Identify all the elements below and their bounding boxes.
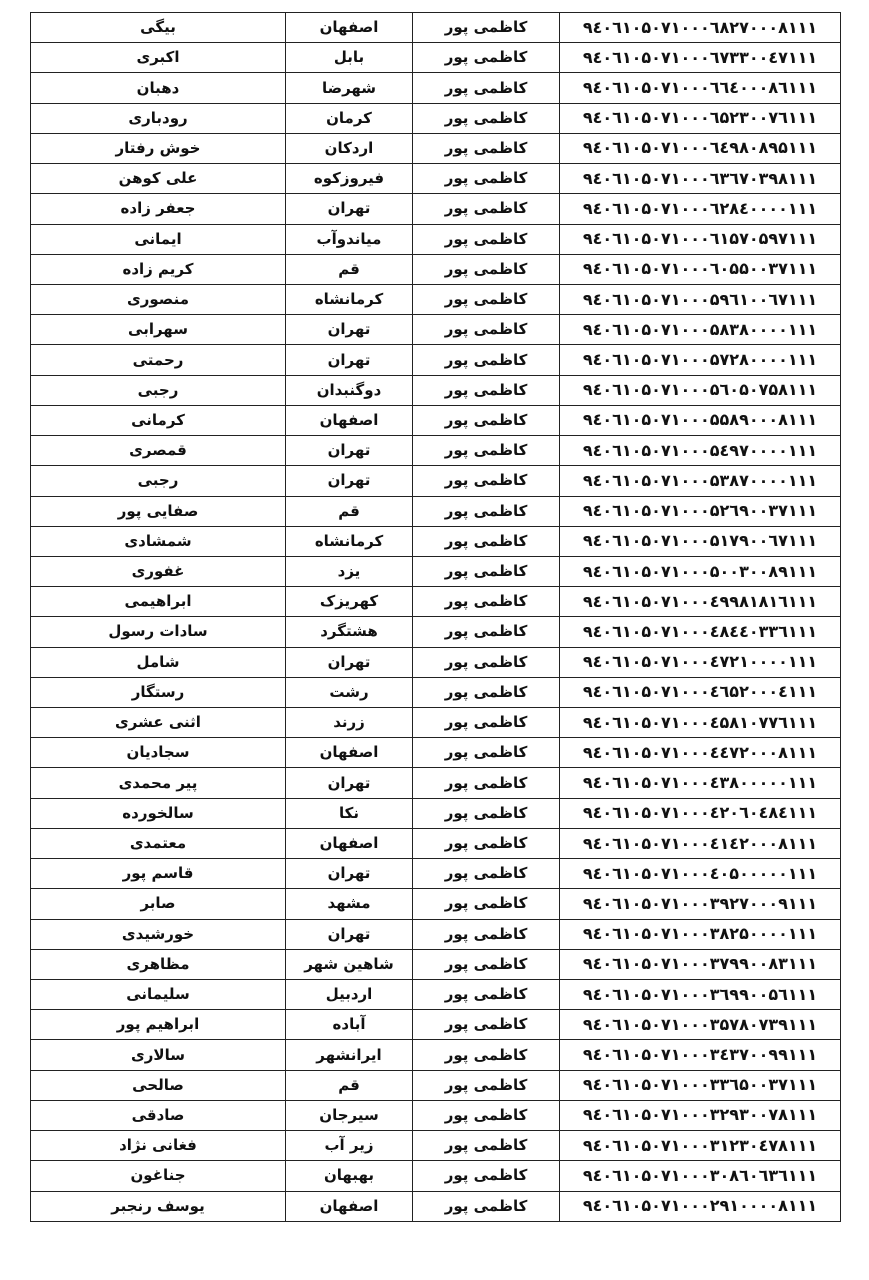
name-cell: رستگار — [31, 677, 286, 707]
last-name-cell: کاظمی پور — [413, 254, 560, 284]
name-cell: قمصری — [31, 436, 286, 466]
name-cell: اکبری — [31, 43, 286, 73]
last-name-cell: کاظمی پور — [413, 980, 560, 1010]
records-table — [30, 12, 841, 1222]
city-cell: تهران — [286, 345, 413, 375]
id-number-cell: ۹٤۰٦۱۰۵۰۷۱۰۰۰۵۸۳۸۰۰۰۰۱۱۱ — [560, 315, 841, 345]
name-cell: اثنی عشری — [31, 708, 286, 738]
city-cell: قم — [286, 254, 413, 284]
table-row — [31, 466, 841, 496]
last-name-cell: کاظمی پور — [413, 1070, 560, 1100]
last-name-cell: کاظمی پور — [413, 1191, 560, 1221]
city-cell: اصفهان — [286, 405, 413, 435]
city-cell: اصفهان — [286, 738, 413, 768]
city-cell: آباده — [286, 1010, 413, 1040]
table-row — [31, 1070, 841, 1100]
table-row — [31, 345, 841, 375]
city-cell: تهران — [286, 859, 413, 889]
last-name-cell: کاظمی پور — [413, 677, 560, 707]
id-number-cell: ۹٤۰٦۱۰۵۰۷۱۰۰۰۵۹٦۱۰۰٦۷۱۱۱ — [560, 284, 841, 314]
city-cell: تهران — [286, 436, 413, 466]
table-row — [31, 315, 841, 345]
id-number-cell: ۹٤۰٦۱۰۵۰۷۱۰۰۰۳۵۷۸۰۷۳۹۱۱۱ — [560, 1010, 841, 1040]
name-cell: رحمتی — [31, 345, 286, 375]
table-row — [31, 859, 841, 889]
name-cell: پیر محمدی — [31, 768, 286, 798]
id-number-cell: ۹٤۰٦۱۰۵۰۷۱۰۰۰٤۹۹۸۱۸۱٦۱۱۱ — [560, 587, 841, 617]
table-row — [31, 1040, 841, 1070]
id-number-cell: ۹٤۰٦۱۰۵۰۷۱۰۰۰٦۳٦۷۰۳۹۸۱۱۱ — [560, 164, 841, 194]
last-name-cell: کاظمی پور — [413, 949, 560, 979]
table-row — [31, 647, 841, 677]
city-cell: سیرجان — [286, 1100, 413, 1130]
id-number-cell: ۹٤۰٦۱۰۵۰۷۱۰۰۰۳۷۹۹۰۰۸۳۱۱۱ — [560, 949, 841, 979]
table-row — [31, 1161, 841, 1191]
last-name-cell: کاظمی پور — [413, 556, 560, 586]
name-cell: صالحی — [31, 1070, 286, 1100]
id-number-cell: ۹٤۰٦۱۰۵۰۷۱۰۰۰۵۲٦۹۰۰۳۷۱۱۱ — [560, 496, 841, 526]
city-cell: کرمانشاه — [286, 284, 413, 314]
id-number-cell: ۹٤۰٦۱۰۵۰۷۱۰۰۰٤۰۵۰۰۰۰۰۱۱۱ — [560, 859, 841, 889]
name-cell: شامل — [31, 647, 286, 677]
last-name-cell: کاظمی پور — [413, 1161, 560, 1191]
name-cell: رجبی — [31, 375, 286, 405]
name-cell: ایمانی — [31, 224, 286, 254]
table-row — [31, 133, 841, 163]
name-cell: منصوری — [31, 284, 286, 314]
name-cell: سهرابی — [31, 315, 286, 345]
city-cell: یزد — [286, 556, 413, 586]
city-cell: اصفهان — [286, 1191, 413, 1221]
city-cell: تهران — [286, 647, 413, 677]
city-cell: تهران — [286, 315, 413, 345]
city-cell: کهریزک — [286, 587, 413, 617]
name-cell: فغانی نژاد — [31, 1131, 286, 1161]
table-row — [31, 73, 841, 103]
id-number-cell: ۹٤۰٦۱۰۵۰۷۱۰۰۰٤۱٤۲۰۰۰۸۱۱۱ — [560, 828, 841, 858]
city-cell: هشتگرد — [286, 617, 413, 647]
id-number-cell: ۹٤۰٦۱۰۵۰۷۱۰۰۰٤۲۰٦۰٤۸٤۱۱۱ — [560, 798, 841, 828]
id-number-cell: ۹٤۰٦۱۰۵۰۷۱۰۰۰۳۸۲۵۰۰۰۰۱۱۱ — [560, 919, 841, 949]
id-number-cell: ۹٤۰٦۱۰۵۰۷۱۰۰۰٦٤۹۸۰۸۹۵۱۱۱ — [560, 133, 841, 163]
last-name-cell: کاظمی پور — [413, 798, 560, 828]
last-name-cell: کاظمی پور — [413, 73, 560, 103]
table-row — [31, 708, 841, 738]
name-cell: ابراهیم پور — [31, 1010, 286, 1040]
table-row — [31, 828, 841, 858]
table-row — [31, 798, 841, 828]
name-cell: دهبان — [31, 73, 286, 103]
city-cell: تهران — [286, 194, 413, 224]
city-cell: زیر آب — [286, 1131, 413, 1161]
id-number-cell: ۹٤۰٦۱۰۵۰۷۱۰۰۰۲۹۱۰۰۰۰۸۱۱۱ — [560, 1191, 841, 1221]
city-cell: کرمانشاه — [286, 526, 413, 556]
last-name-cell: کاظمی پور — [413, 889, 560, 919]
name-cell: سجادیان — [31, 738, 286, 768]
id-number-cell: ۹٤۰٦۱۰۵۰۷۱۰۰۰٤٦۵۲۰۰۰٤۱۱۱ — [560, 677, 841, 707]
last-name-cell: کاظمی پور — [413, 13, 560, 43]
last-name-cell: کاظمی پور — [413, 1040, 560, 1070]
id-number-cell: ۹٤۰٦۱۰۵۰۷۱۰۰۰۵۵۸۹۰۰۰۸۱۱۱ — [560, 405, 841, 435]
name-cell: ابراهیمی — [31, 587, 286, 617]
id-number-cell: ۹٤۰٦۱۰۵۰۷۱۰۰۰٦۲۸٤۰۰۰۰۱۱۱ — [560, 194, 841, 224]
last-name-cell: کاظمی پور — [413, 1100, 560, 1130]
id-number-cell: ۹٤۰٦۱۰۵۰۷۱۰۰۰۵۱۷۹۰۰٦۷۱۱۱ — [560, 526, 841, 556]
last-name-cell: کاظمی پور — [413, 194, 560, 224]
last-name-cell: کاظمی پور — [413, 617, 560, 647]
city-cell: شاهین شهر — [286, 949, 413, 979]
name-cell: کریم زاده — [31, 254, 286, 284]
table-row — [31, 919, 841, 949]
name-cell: قاسم پور — [31, 859, 286, 889]
id-number-cell: ۹٤۰٦۱۰۵۰۷۱۰۰۰٦۷۳۳۰۰٤۷۱۱۱ — [560, 43, 841, 73]
table-row — [31, 254, 841, 284]
id-number-cell: ۹٤۰٦۱۰۵۰۷۱۰۰۰۳۱۲۳۰٤۷۸۱۱۱ — [560, 1131, 841, 1161]
name-cell: مظاهری — [31, 949, 286, 979]
id-number-cell: ۹٤۰٦۱۰۵۰۷۱۰۰۰۳٦۹۹۰۰۵٦۱۱۱ — [560, 980, 841, 1010]
last-name-cell: کاظمی پور — [413, 828, 560, 858]
id-number-cell: ۹٤۰٦۱۰۵۰۷۱۰۰۰٦۸۲۷۰۰۰۸۱۱۱ — [560, 13, 841, 43]
table-row — [31, 1010, 841, 1040]
table-row — [31, 1131, 841, 1161]
city-cell: زرند — [286, 708, 413, 738]
last-name-cell: کاظمی پور — [413, 164, 560, 194]
table-row — [31, 103, 841, 133]
id-number-cell: ۹٤۰٦۱۰۵۰۷۱۰۰۰۵۳۸۷۰۰۰۰۱۱۱ — [560, 466, 841, 496]
name-cell: رودباری — [31, 103, 286, 133]
last-name-cell: کاظمی پور — [413, 1010, 560, 1040]
city-cell: بهبهان — [286, 1161, 413, 1191]
last-name-cell: کاظمی پور — [413, 466, 560, 496]
last-name-cell: کاظمی پور — [413, 284, 560, 314]
table-row — [31, 526, 841, 556]
table-row — [31, 980, 841, 1010]
last-name-cell: کاظمی پور — [413, 768, 560, 798]
name-cell: علی کوهن — [31, 164, 286, 194]
name-cell: رجبی — [31, 466, 286, 496]
id-number-cell: ۹٤۰٦۱۰۵۰۷۱۰۰۰٦٦٤۰۰۰۸٦۱۱۱ — [560, 73, 841, 103]
id-number-cell: ۹٤۰٦۱۰۵۰۷۱۰۰۰٤۸٤٤۰۳۳٦۱۱۱ — [560, 617, 841, 647]
id-number-cell: ۹٤۰٦۱۰۵۰۷۱۰۰۰۳٤۳۷۰۰۹۹۱۱۱ — [560, 1040, 841, 1070]
last-name-cell: کاظمی پور — [413, 526, 560, 556]
city-cell: نکا — [286, 798, 413, 828]
last-name-cell: کاظمی پور — [413, 587, 560, 617]
city-cell: اصفهان — [286, 13, 413, 43]
last-name-cell: کاظمی پور — [413, 919, 560, 949]
city-cell: شهرضا — [286, 73, 413, 103]
name-cell: غفوری — [31, 556, 286, 586]
id-number-cell: ۹٤۰٦۱۰۵۰۷۱۰۰۰٤۳۸۰۰۰۰۰۱۱۱ — [560, 768, 841, 798]
table-row — [31, 375, 841, 405]
city-cell: اردکان — [286, 133, 413, 163]
city-cell: بابل — [286, 43, 413, 73]
name-cell: جعفر زاده — [31, 194, 286, 224]
table-row — [31, 194, 841, 224]
city-cell: فیروزکوه — [286, 164, 413, 194]
name-cell: سالاری — [31, 1040, 286, 1070]
last-name-cell: کاظمی پور — [413, 496, 560, 526]
last-name-cell: کاظمی پور — [413, 738, 560, 768]
table-row — [31, 405, 841, 435]
name-cell: شمشادی — [31, 526, 286, 556]
id-number-cell: ۹٤۰٦۱۰۵۰۷۱۰۰۰٦۰۵۵۰۰۳۷۱۱۱ — [560, 254, 841, 284]
name-cell: سادات رسول — [31, 617, 286, 647]
city-cell: تهران — [286, 466, 413, 496]
name-cell: معتمدی — [31, 828, 286, 858]
name-cell: کرمانی — [31, 405, 286, 435]
last-name-cell: کاظمی پور — [413, 436, 560, 466]
last-name-cell: کاظمی پور — [413, 133, 560, 163]
city-cell: قم — [286, 1070, 413, 1100]
table-row — [31, 164, 841, 194]
last-name-cell: کاظمی پور — [413, 647, 560, 677]
id-number-cell: ۹٤۰٦۱۰۵۰۷۱۰۰۰٤۵۸۱۰۷۷٦۱۱۱ — [560, 708, 841, 738]
id-number-cell: ۹٤۰٦۱۰۵۰۷۱۰۰۰۵٦۰۵۰۷۵۸۱۱۱ — [560, 375, 841, 405]
city-cell: میاندوآب — [286, 224, 413, 254]
table-row — [31, 13, 841, 43]
id-number-cell: ۹٤۰٦۱۰۵۰۷۱۰۰۰۳۳٦۵۰۰۳۷۱۱۱ — [560, 1070, 841, 1100]
table-row — [31, 1191, 841, 1221]
city-cell: تهران — [286, 768, 413, 798]
table-row — [31, 284, 841, 314]
name-cell: بیگی — [31, 13, 286, 43]
table-row — [31, 1100, 841, 1130]
name-cell: خورشیدی — [31, 919, 286, 949]
name-cell: خوش رفتار — [31, 133, 286, 163]
name-cell: سلیمانی — [31, 980, 286, 1010]
table-row — [31, 889, 841, 919]
id-number-cell: ۹٤۰٦۱۰۵۰۷۱۰۰۰۳۰۸٦۰٦۳٦۱۱۱ — [560, 1161, 841, 1191]
table-row — [31, 768, 841, 798]
name-cell: سالخورده — [31, 798, 286, 828]
table-row — [31, 556, 841, 586]
last-name-cell: کاظمی پور — [413, 224, 560, 254]
name-cell: صابر — [31, 889, 286, 919]
id-number-cell: ۹٤۰٦۱۰۵۰۷۱۰۰۰٤۷۲۱۰۰۰۰۱۱۱ — [560, 647, 841, 677]
id-number-cell: ۹٤۰٦۱۰۵۰۷۱۰۰۰۵۷۲۸۰۰۰۰۱۱۱ — [560, 345, 841, 375]
name-cell: صفایی پور — [31, 496, 286, 526]
city-cell: رشت — [286, 677, 413, 707]
city-cell: دوگنبدان — [286, 375, 413, 405]
table-row — [31, 738, 841, 768]
table-row — [31, 677, 841, 707]
id-number-cell: ۹٤۰٦۱۰۵۰۷۱۰۰۰۵۰۰۳۰۰۸۹۱۱۱ — [560, 556, 841, 586]
last-name-cell: کاظمی پور — [413, 345, 560, 375]
city-cell: تهران — [286, 919, 413, 949]
last-name-cell: کاظمی پور — [413, 405, 560, 435]
last-name-cell: کاظمی پور — [413, 375, 560, 405]
city-cell: ایرانشهر — [286, 1040, 413, 1070]
id-number-cell: ۹٤۰٦۱۰۵۰۷۱۰۰۰٦۵۲۳۰۰۷٦۱۱۱ — [560, 103, 841, 133]
last-name-cell: کاظمی پور — [413, 859, 560, 889]
table-row — [31, 224, 841, 254]
id-number-cell: ۹٤۰٦۱۰۵۰۷۱۰۰۰۳۲۹۳۰۰۷۸۱۱۱ — [560, 1100, 841, 1130]
table-row — [31, 496, 841, 526]
id-number-cell: ۹٤۰٦۱۰۵۰۷۱۰۰۰٦۱۵۷۰۵۹۷۱۱۱ — [560, 224, 841, 254]
last-name-cell: کاظمی پور — [413, 315, 560, 345]
records-table-body — [31, 13, 841, 1222]
id-number-cell: ۹٤۰٦۱۰۵۰۷۱۰۰۰۳۹۲۷۰۰۰۹۱۱۱ — [560, 889, 841, 919]
table-row — [31, 587, 841, 617]
name-cell: جناغون — [31, 1161, 286, 1191]
id-number-cell: ۹٤۰٦۱۰۵۰۷۱۰۰۰٤٤۷۲۰۰۰۸۱۱۱ — [560, 738, 841, 768]
table-row — [31, 949, 841, 979]
city-cell: کرمان — [286, 103, 413, 133]
last-name-cell: کاظمی پور — [413, 43, 560, 73]
id-number-cell: ۹٤۰٦۱۰۵۰۷۱۰۰۰۵٤۹۷۰۰۰۰۱۱۱ — [560, 436, 841, 466]
city-cell: اصفهان — [286, 828, 413, 858]
last-name-cell: کاظمی پور — [413, 103, 560, 133]
table-row — [31, 43, 841, 73]
city-cell: قم — [286, 496, 413, 526]
name-cell: صادقی — [31, 1100, 286, 1130]
last-name-cell: کاظمی پور — [413, 1131, 560, 1161]
table-row — [31, 617, 841, 647]
city-cell: مشهد — [286, 889, 413, 919]
city-cell: اردبیل — [286, 980, 413, 1010]
table-row — [31, 436, 841, 466]
last-name-cell: کاظمی پور — [413, 708, 560, 738]
name-cell: یوسف رنجبر — [31, 1191, 286, 1221]
